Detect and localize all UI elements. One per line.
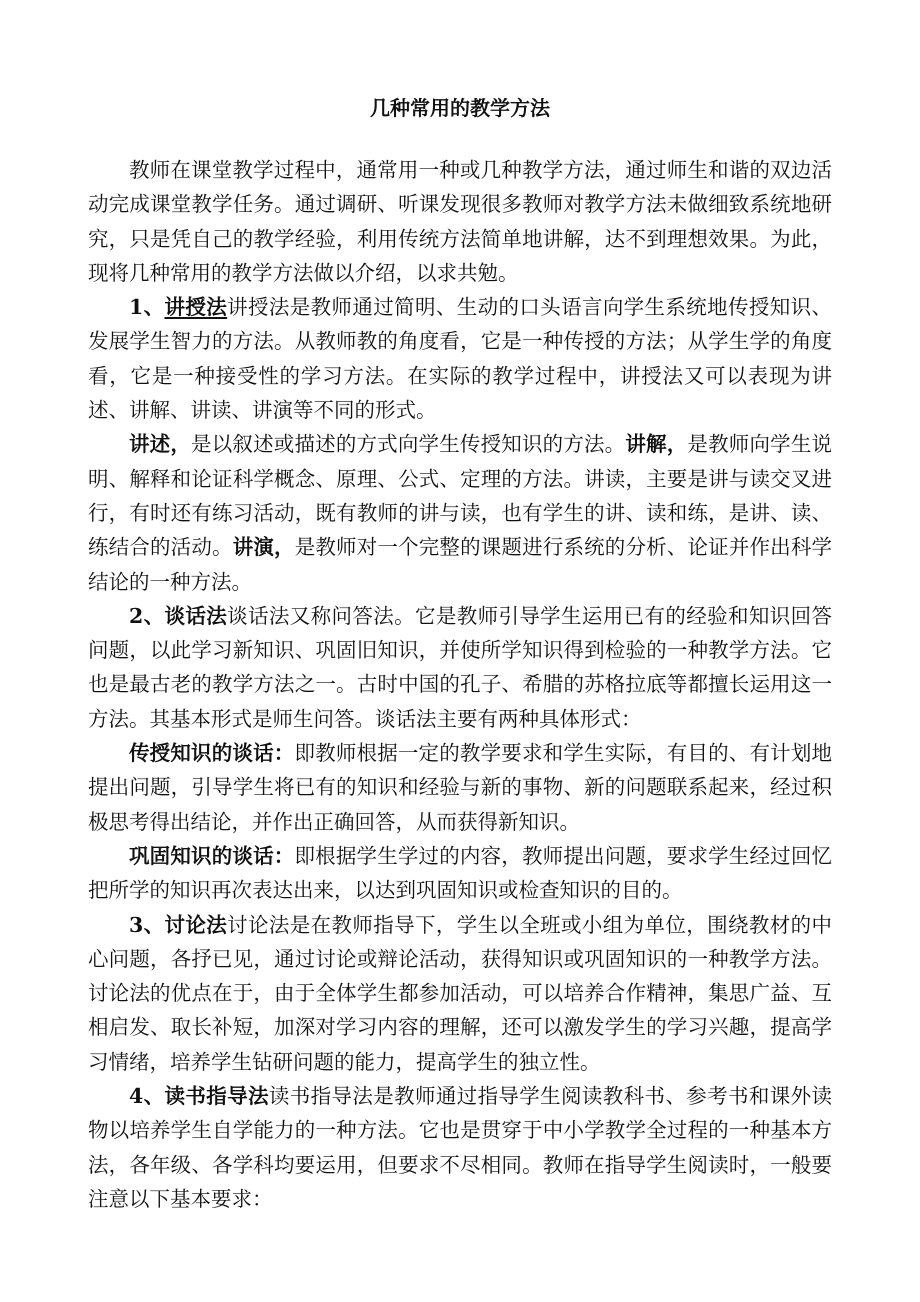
method3-text: 讨论法是在教师指导下，学生以全班或小组为单位，围绕教材的中心问题，各抒已见，通过讨论或辩论活动，获得知识或巩固知识的一种教学方法。讨论法的优点在于，由于全体学生都参加活动，可以培养合作精神，集思广益、互相启发、取长补短，加深对学习内容的理解，还可以激发学生的学习兴趣，提高学习情绪，培养学生钻研问题的能力，提高学生的独立性。 bbox=[88, 912, 833, 1074]
method2-heading: 2、谈话法 bbox=[129, 603, 228, 628]
method4-text: 读书指导法是教师通过指导学生阅读教科书、参考书和课外读物以培养学生自学能力的一种方法。它也是贯穿于中小学教学全过程的一种基本方法，各年级、各学科均要运用，但要求不尽相同。教师在指导学生阅读时，一般要注意以下基本要求： bbox=[88, 1084, 832, 1211]
form1-term: 传授知识的谈话： bbox=[129, 741, 295, 766]
method4-paragraph bbox=[88, 1079, 832, 1216]
intro-paragraph: 教师在课堂教学过程中，通常用一种或几种教学方法，通过师生和谐的双边活动完成课堂教学任务。通过调研、听课发现很多教师对教学方法未做细致系统地研究，只是凭自己的教学经验，利用传统方法简单地讲解，达不到理想效果。为此，现将几种常用的教学方法做以介绍，以求共勉。 bbox=[88, 158, 832, 285]
method2-form2-paragraph bbox=[88, 839, 832, 908]
text-jiangyan: 是教师对一个完整的课题进行系统的分析、论证并作出科学结论的一种方法。 bbox=[88, 535, 833, 594]
method3-heading: 3、讨论法 bbox=[129, 912, 228, 937]
method1-heading: 讲授法 bbox=[164, 295, 228, 320]
page-title: 几种常用的教学方法 bbox=[370, 96, 550, 120]
method2-text: 谈话法又称问答法。它是教师引导学生运用已有的经验和知识回答问题，以此学习新知识、巩固旧知识，并使所学知识得到检验的一种教学方法。它也是最古老的教学方法之一。古时中国的孔子、希腊的苏格拉底等都擅长运用这一方法。其基本形式是师生问答。谈话法主要有两种具体形式： bbox=[88, 603, 833, 731]
method1-text: 讲授法是教师通过简明、生动的口头语言向学生系统地传授知识、发展学生智力的方法。从教师教的角度看，它是一种传授的方法；从学生学的角度看，它是一种接受性的学习方法。在实际的教学过程中，讲授法又可以表现为讲述、讲解、讲读、讲演等不同的形式。 bbox=[88, 295, 833, 423]
form1-text: 即教师根据一定的教学要求和学生实际，有目的、有计划地提出问题，引导学生将已有的知识和经验与新的事物、新的问题联系起来，经过积极思考得出结论，并作出正确回答，从而获得新知识。 bbox=[88, 741, 833, 834]
text-jiangjie: 是教师向学生说明、解释和论证科学概念、原理、公式、定理的方法。讲读，主要是讲与读交叉进行，有时还有练习活动，既有教师的讲与读，也有学生的讲、读和练，是讲、读、练结合的活动。 bbox=[88, 432, 833, 560]
method4-heading: 4、读书指导法 bbox=[129, 1084, 269, 1109]
method3-paragraph bbox=[88, 908, 832, 1079]
method1-paragraph bbox=[88, 290, 832, 427]
method1-number: 1、 bbox=[129, 295, 165, 320]
method1-forms-paragraph bbox=[88, 427, 832, 598]
form2-text: 即根据学生学过的内容，教师提出问题，要求学生经过回忆把所学的知识再次表达出来，以达到巩固知识或检查知识的目的。 bbox=[88, 843, 833, 903]
text-jiangshu: 是以叙述或描述的方式向学生传授知识的方法。 bbox=[191, 432, 626, 457]
form2-term: 巩固知识的谈话： bbox=[129, 843, 295, 868]
term-jiangjie: 讲解， bbox=[625, 432, 688, 457]
term-jiangshu: 讲述， bbox=[129, 432, 192, 457]
method2-paragraph bbox=[88, 599, 832, 736]
term-jiangyan: 讲演， bbox=[232, 535, 295, 560]
method2-form1-paragraph bbox=[88, 736, 832, 839]
